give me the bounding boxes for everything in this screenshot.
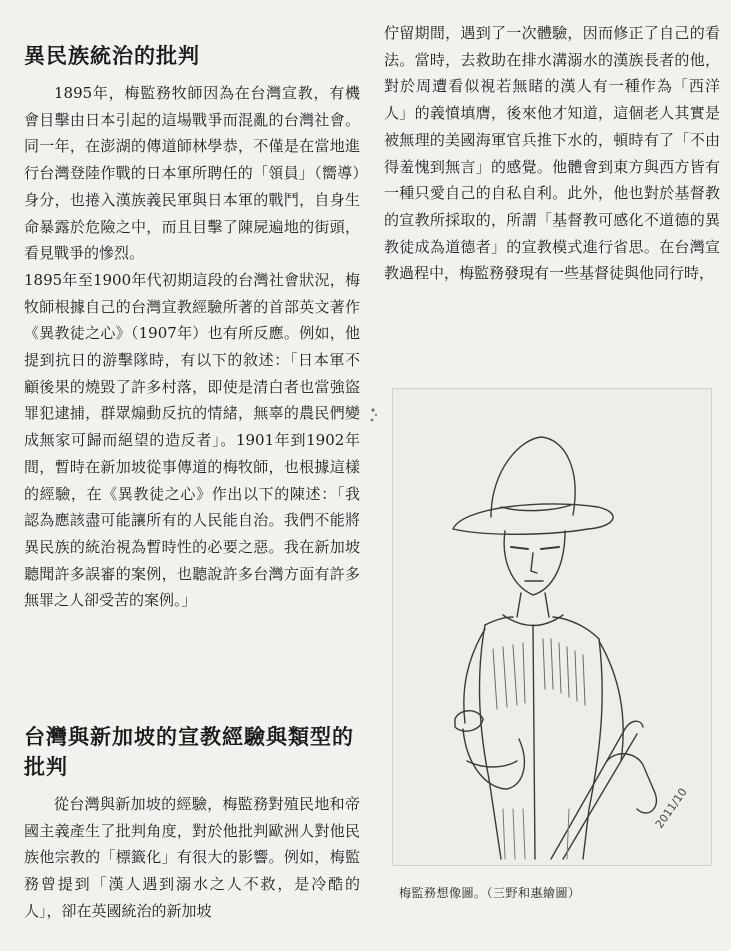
figure-caption: 梅監務想像圖。（三野和惠繪圖）: [399, 886, 581, 900]
sketch-date-signature: 2011/10: [652, 785, 690, 831]
portrait-sketch-figure: [392, 388, 712, 866]
print-speck: [369, 405, 379, 425]
section-heading-alien-rule: 異民族統治的批判: [24, 44, 200, 68]
paragraph: 從台灣與新加坡的經驗，梅監務對殖民地和帝國主義產生了批判角度，對於他批判歐洲人對他民族他宗教的「標籤化」有很大的影響。例如，梅監務曾提到「漢人遇到溺水之人不救，是冷酷的人」，卻在英國統治的新加坡: [24, 795, 360, 920]
section-heading-mission-experience: 台灣與新加坡的宣教經驗與類型的批判: [24, 725, 354, 779]
body-text-block-2: [24, 791, 360, 925]
body-text-block-1: [24, 80, 360, 614]
paragraph: 1895年至1900年代初期這段的台灣社會狀況，梅牧師根據自己的台灣宣教經驗所著的首部英文著作《異教徒之心》（1907年）也有所反應。例如，他提到抗日的游擊隊時，有以下的敘述：「日本軍不顧後果的燒毀了許多村落，即使是清白者也當強盜罪犯逮捕，群眾煽動反抗的情緒，無辜的農民們變成無家可歸而絕望的造反者」。1901年到1902年間，暫時在新加坡從事傳道的梅牧師，也根據這樣的經驗，在《異教徒之心》作出以下的陳述：「我認為應該盡可能讓所有的人民能自治。我們不能將異民族的統治視為暫時性的必要之惡。我在新加坡聽聞許多誤審的案例，也聽說許多台灣方面有許多無罪之人卻受苦的案例。」: [24, 270, 360, 610]
paragraph: 佇留期間，遇到了一次體驗，因而修正了自己的看法。當時，去救助在排水溝溺水的漢族長者的他，對於周遭看似視若無睹的漢人有一種作為「西洋人」的義憤填膺，後來他才知道，這個老人其實是被無理的美國海軍官兵推下水的，頓時有了「不由得羞愧到無言」的感覺。他體會到東方與西方皆有一種只愛自己的自私自利。此外，他也對於基督教的宣教所採取的，所謂「基督教可感化不道德的異教徒成為道德者」的宣教模式進行省思。在台灣宣教過程中，梅監務發現有一些基督徒與他同行時，: [384, 24, 720, 283]
body-text-block-3: [384, 20, 720, 287]
pencil-sketch-illustration: [393, 389, 711, 865]
paragraph: 1895年，梅監務牧師因為在台灣宣教，有機會目擊由日本引起的這場戰爭而混亂的台灣社會。同一年，在澎湖的傳道師林學恭，不僅是在當地進行台灣登陸作戰的日本軍所聘任的「領員」（嚮導）身分，也捲入漢族義民軍與日本軍的戰鬥，自身生命暴露於危險之中，而且目擊了陳屍遍地的街頭，看見戰爭的慘烈。: [24, 84, 360, 263]
